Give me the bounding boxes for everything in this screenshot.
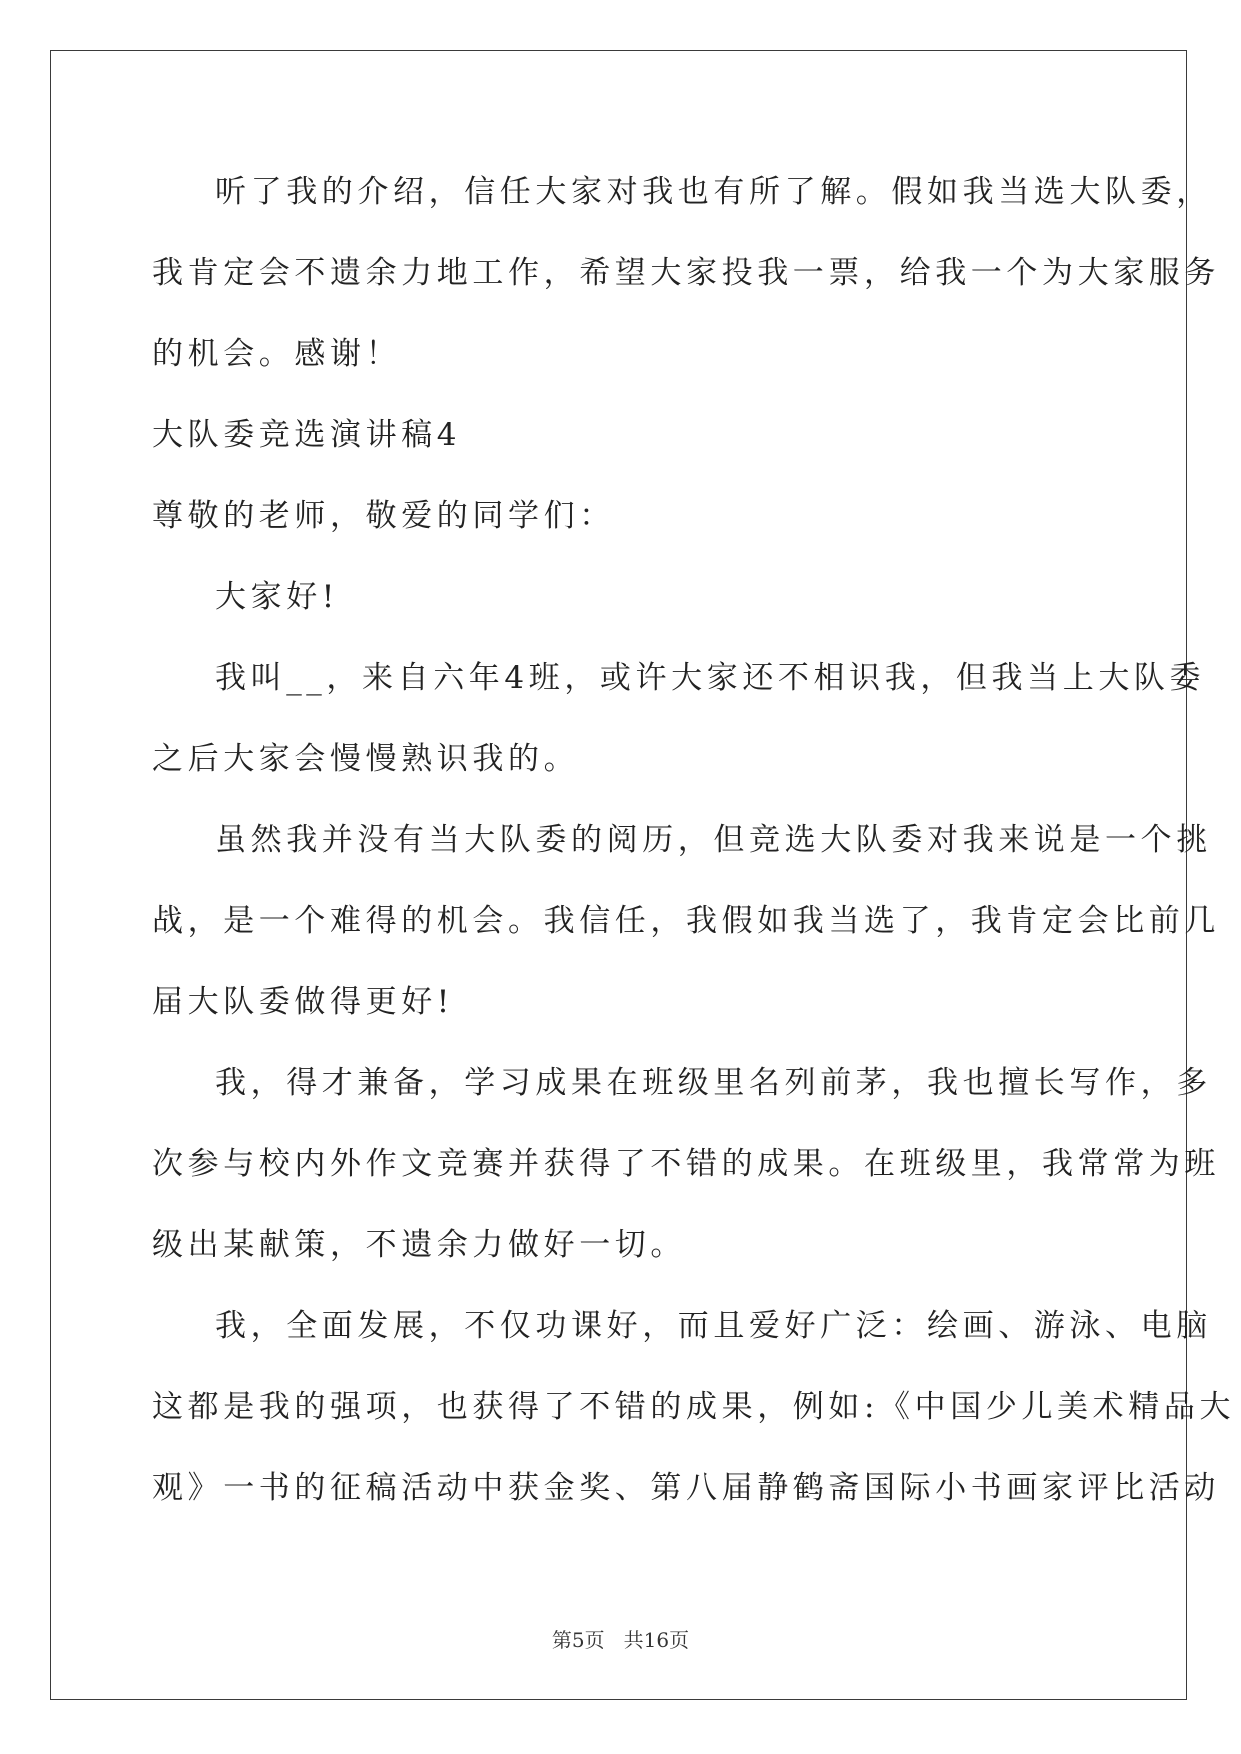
document-body — [152, 160, 1236, 1537]
paragraph-line: 战，是一个难得的机会。我信任，我假如我当选了，我肯定会比前几 — [152, 903, 1220, 939]
greeting: 大家好! — [215, 579, 339, 615]
paragraph-line: 观》一书的征稿活动中获金奖、第八届静鹤斋国际小书画家评比活动 — [152, 1470, 1220, 1506]
paragraph-line: 虽然我并没有当大队委的阅历，但竞选大队委对我来说是一个挑 — [215, 822, 1212, 858]
paragraph-line: 我肯定会不遗余力地工作，希望大家投我一票，给我一个为大家服务 — [152, 255, 1220, 291]
paragraph-line: 听了我的介绍，信任大家对我也有所了解。假如我当选大队委， — [215, 174, 1212, 210]
paragraph-line: 届大队委做得更好! — [152, 984, 454, 1020]
paragraph-line: 次参与校内外作文竞赛并获得了不错的成果。在班级里，我常常为班 — [152, 1146, 1220, 1182]
paragraph-line: 这都是我的强项，也获得了不错的成果，例如:《中国少儿美术精品大 — [152, 1389, 1236, 1425]
paragraph-line: 的机会。感谢！ — [152, 336, 402, 372]
page-number: 第5页 共16页 — [551, 1628, 690, 1652]
paragraph-line: 级出某献策，不遗余力做好一切。 — [152, 1227, 686, 1263]
paragraph-line: 我叫__，来自六年4班，或许大家还不相识我，但我当上大队委 — [215, 660, 1206, 696]
section-heading: 大队委竞选演讲稿4 — [152, 417, 462, 453]
paragraph-line: 之后大家会慢慢熟识我的。 — [152, 741, 580, 777]
paragraph-line: 我，全面发展，不仅功课好，而且爱好广泛：绘画、游泳、电脑 — [215, 1308, 1212, 1344]
salutation: 尊敬的老师，敬爱的同学们： — [152, 498, 615, 534]
paragraph-line: 我，得才兼备，学习成果在班级里名列前茅，我也擅长写作，多 — [215, 1065, 1212, 1101]
